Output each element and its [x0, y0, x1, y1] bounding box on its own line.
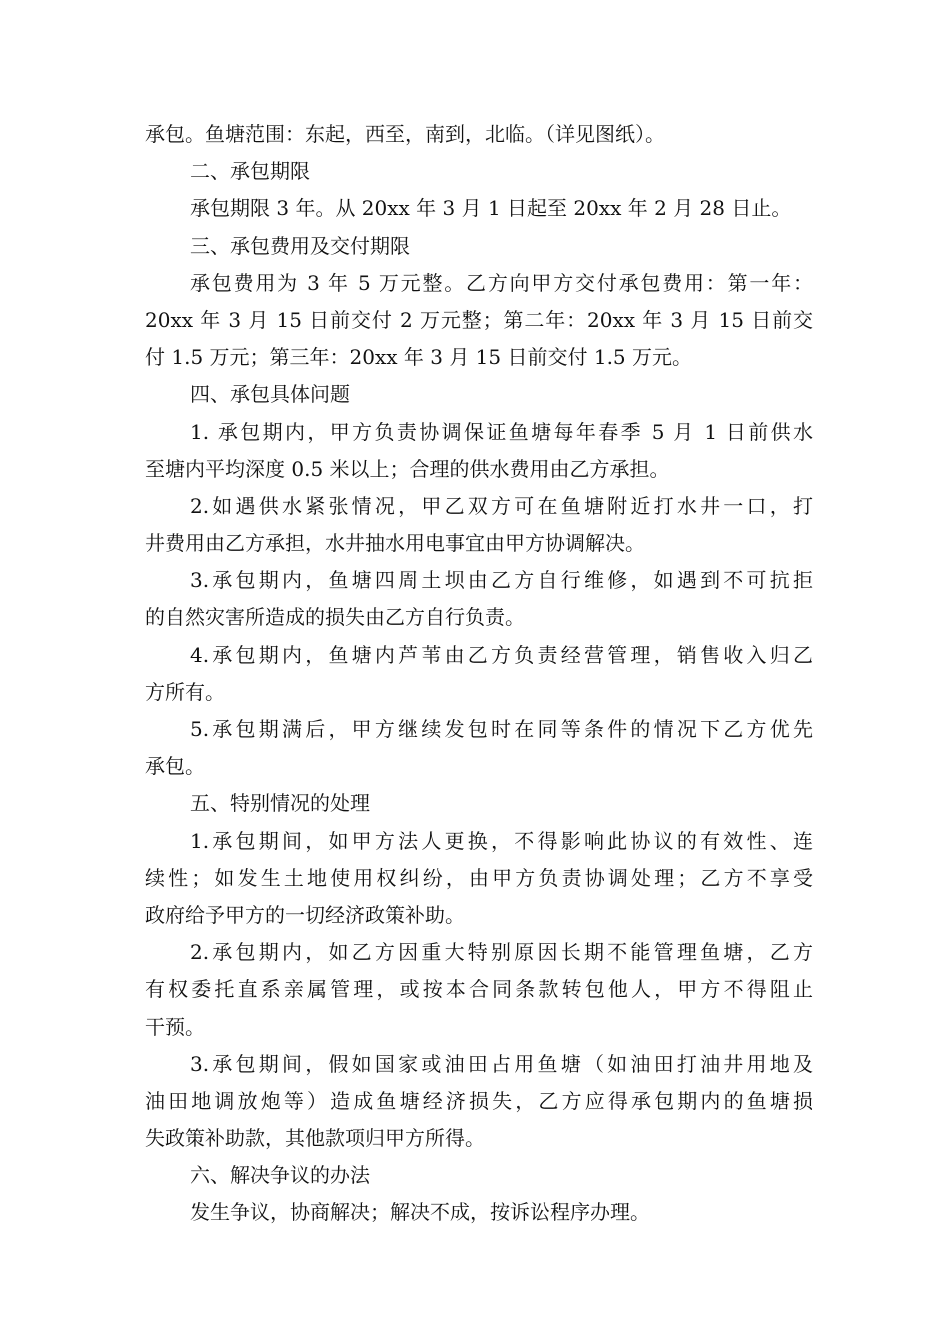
text-line: 三、承包费用及交付期限: [190, 233, 410, 258]
text-line: 3.承包期内，鱼塘四周土坝由乙方自行维修，如遇到不可抗拒: [190, 568, 813, 593]
text-line: 四、承包具体问题: [190, 382, 350, 407]
text-line: 承包。: [145, 754, 205, 779]
document-body: [145, 116, 813, 1232]
text-line: 六、解决争议的办法: [190, 1163, 370, 1188]
text-line: 承包费用为 3 年 5 万元整。乙方向甲方交付承包费用：第一年：: [190, 270, 813, 295]
text-line: 五、特别情况的处理: [190, 791, 370, 816]
text-line: 20xx 年 3 月 15 日前交付 2 万元整；第二年：20xx 年 3 月 15 日前交: [145, 307, 813, 332]
text-line: 3.承包期间，假如国家或油田占用鱼塘（如油田打油井用地及: [190, 1051, 813, 1076]
text-line: 的自然灾害所造成的损失由乙方自行负责。: [145, 605, 525, 630]
text-line: 有权委托直系亲属管理，或按本合同条款转包他人，甲方不得阻止: [145, 977, 813, 1002]
text-line: 发生争议，协商解决；解决不成，按诉讼程序办理。: [190, 1200, 650, 1225]
text-line: 2.如遇供水紧张情况，甲乙双方可在鱼塘附近打水井一口，打: [190, 493, 813, 518]
text-line: 政府给予甲方的一切经济政策补助。: [145, 902, 465, 927]
text-line: 4.承包期内，鱼塘内芦苇由乙方负责经营管理，销售收入归乙: [190, 642, 813, 667]
text-line: 二、承包期限: [190, 159, 310, 184]
text-line: 油田地调放炮等）造成鱼塘经济损失，乙方应得承包期内的鱼塘损: [145, 1088, 813, 1113]
text-line: 方所有。: [145, 679, 225, 704]
text-line: 2.承包期内，如乙方因重大特别原因长期不能管理鱼塘，乙方: [190, 940, 813, 965]
text-line: 5.承包期满后，甲方继续发包时在同等条件的情况下乙方优先: [190, 717, 813, 741]
text-line: 1. 承包期内，甲方负责协调保证鱼塘每年春季 5 月 1 日前供水: [190, 419, 813, 444]
text-line: 至塘内平均深度 0.5 米以上；合理的供水费用由乙方承担。: [145, 456, 670, 481]
text-line: 干预。: [145, 1014, 205, 1039]
text-line: 井费用由乙方承担，水井抽水用电事宜由甲方协调解决。: [145, 531, 645, 556]
text-line: 承包。鱼塘范围：东起，西至，南到，北临。（详见图纸）。: [145, 122, 665, 146]
text-line: 付 1.5 万元；第三年：20xx 年 3 月 15 日前交付 1.5 万元。: [145, 345, 693, 370]
text-line: 失政策补助款，其他款项归甲方所得。: [145, 1126, 485, 1151]
text-line: 1.承包期间，如甲方法人更换，不得影响此协议的有效性、连: [190, 828, 813, 853]
text-line: 续性；如发生土地使用权纠纷，由甲方负责协调处理；乙方不享受: [145, 865, 813, 890]
text-line: 承包期限 3 年。从 20xx 年 3 月 1 日起至 20xx 年 2 月 28 日止。: [190, 196, 792, 221]
